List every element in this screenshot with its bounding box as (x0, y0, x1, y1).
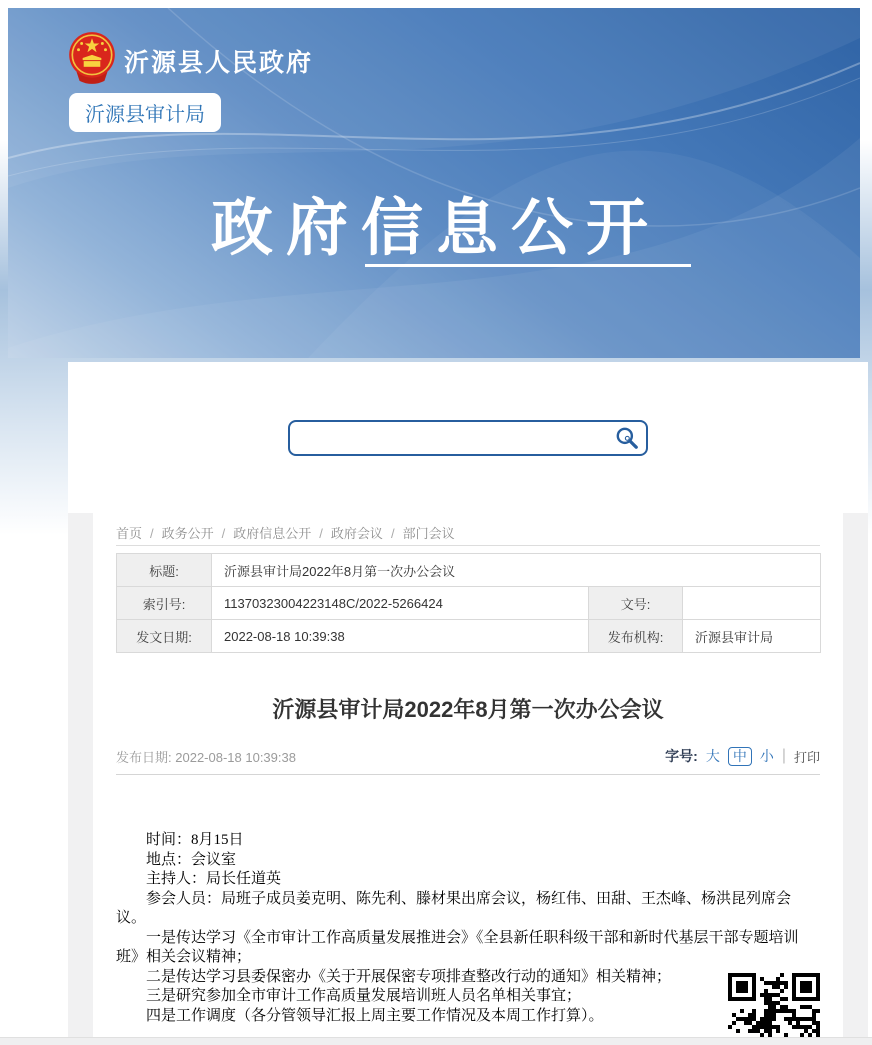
search-input[interactable] (290, 424, 608, 452)
paragraph-attendees: 参会人员：局班子成员姜克明、陈先利、滕材果出席会议，杨红伟、田甜、王杰峰、杨洪昆列席会议。 (116, 890, 792, 926)
breadcrumb-home[interactable]: 首页 (116, 526, 143, 541)
font-size-medium-button[interactable]: 中 (728, 747, 752, 766)
publish-date (116, 747, 296, 766)
paragraph-item4: 四是工作调度（各分管领导汇报上周主要工作情况及本周工作打算）。 (146, 1007, 604, 1024)
breadcrumb-separator: / (150, 526, 154, 541)
index-label: 索引号: (117, 587, 212, 620)
content-section (68, 513, 868, 1037)
table-row-title (117, 554, 821, 587)
index-value: 11370323004223148C/2022-5266424 (212, 587, 589, 620)
search-button[interactable] (608, 423, 646, 453)
footer-strip (0, 1037, 872, 1045)
banner-title: 政府信息公开 (211, 194, 662, 263)
issue-date-value: 2022-08-18 10:39:38 (212, 620, 589, 653)
font-size-small-button[interactable]: 小 (759, 748, 774, 764)
article-body (116, 831, 820, 1026)
search-box (288, 420, 648, 456)
article-tools (665, 746, 820, 766)
breadcrumb-separator: / (319, 526, 323, 541)
main-panel (68, 362, 868, 1045)
tools-divider: | (781, 747, 786, 764)
breadcrumb-zhengwu[interactable]: 政务公开 (161, 526, 214, 541)
paragraph-host: 主持人：局长任道英 (146, 871, 282, 887)
font-size-label: 字号: (665, 748, 698, 764)
magnifier-icon (614, 425, 640, 451)
table-row-index (117, 587, 821, 620)
table-row-date (117, 620, 821, 653)
article-title: 沂源县审计局2022年8月第一次办公会议 (272, 697, 664, 722)
publisher-label: 发布机构: (589, 620, 683, 653)
paragraph-place: 地点：会议室 (146, 851, 237, 868)
print-button[interactable]: 打印 (793, 749, 820, 765)
publish-date-label: 发布日期: (116, 749, 172, 765)
qr-code (728, 973, 820, 1045)
issue-date-label: 发文日期: (117, 620, 212, 653)
breadcrumb-separator: / (221, 526, 226, 541)
docnum-value (683, 587, 821, 620)
breadcrumb (116, 513, 820, 546)
title-label: 标题: (117, 554, 212, 587)
department-button[interactable]: 沂源县审计局 (69, 93, 221, 132)
publish-date-value: 2022-08-18 10:39:38 (175, 749, 296, 765)
paragraph-item2: 二是传达学习县委保密办《关于开展保密专项排查整改行动的通知》相关精神； (146, 968, 672, 985)
breadcrumb-xinxigongkai[interactable]: 政府信息公开 (233, 526, 312, 541)
breadcrumb-separator: / (390, 526, 395, 541)
font-size-large-button[interactable]: 大 (705, 748, 720, 764)
document-meta-table (116, 553, 821, 653)
banner-title-underline (365, 264, 691, 267)
docnum-label: 文号: (589, 587, 683, 620)
site-name: 沂源县人民政府 (124, 49, 314, 77)
breadcrumb-bumenhuiyi[interactable]: 部门会议 (402, 526, 455, 541)
paragraph-item3: 三是研究参加全市审计工作高质量发展培训班人员名单相关事宜； (146, 988, 582, 1004)
paragraph-item1: 一是传达学习《全市审计工作高质量发展推进会》《全县新任职科级干部和新时代基层干部专题培训班》相关会议精神； (116, 929, 799, 965)
title-value: 沂源县审计局2022年8月第一次办公会议 (212, 554, 821, 587)
publisher-value: 沂源县审计局 (683, 620, 821, 653)
content-card (93, 513, 843, 1037)
banner (8, 8, 860, 358)
article-meta-row (116, 746, 820, 775)
breadcrumb-zhengfuhuiyi[interactable]: 政府会议 (330, 526, 383, 541)
paragraph-time: 时间：8月15日 (146, 832, 244, 848)
national-emblem-icon (68, 30, 116, 86)
